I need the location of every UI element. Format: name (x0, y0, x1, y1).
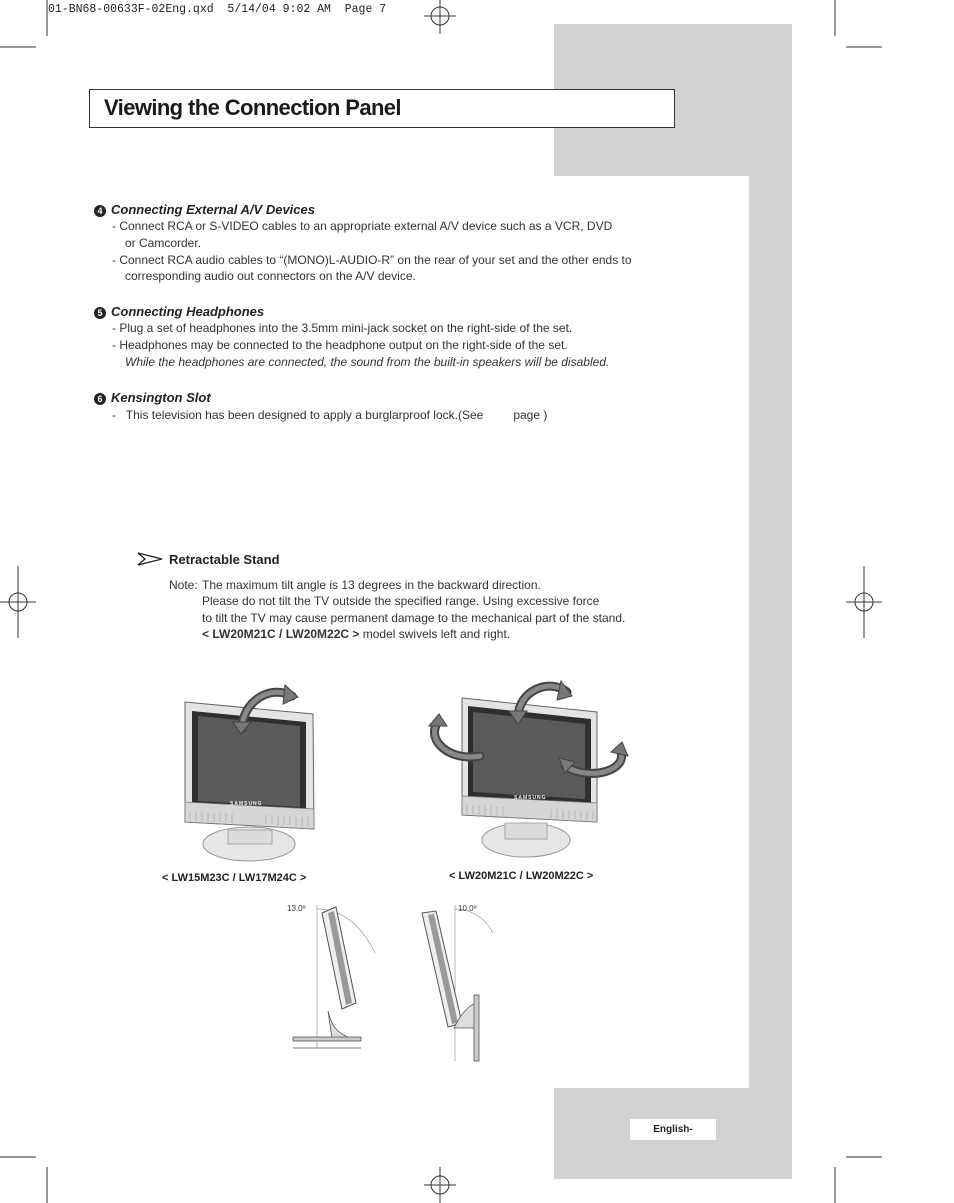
tilt-angle-left: 13.0º (287, 904, 306, 913)
tilt-diagram-right (410, 903, 500, 1063)
page-title: Viewing the Connection Panel (104, 95, 401, 120)
brand-logo-left: SAMSUNG (230, 801, 263, 807)
note-line-4-rest: model swivels left and right. (359, 627, 511, 641)
section-heading-text: Connecting External A/V Devices (111, 202, 315, 217)
tilt-angle-right: 10.0º (458, 904, 477, 913)
note-line-3: to tilt the TV may cause permanent damage to the mechanical part of the stand. (202, 611, 626, 625)
section-number-badge: 5 (94, 307, 106, 319)
av-devices-line-3: - Connect RCA audio cables to “(MONO)L-AUDIO-R” on the rear of your set and the other ends to (112, 253, 632, 267)
note-arrow-icon (137, 552, 163, 566)
section-number-badge: 6 (94, 393, 106, 405)
note-line-4 (202, 626, 510, 643)
brand-logo-right: SAMSUNG (514, 795, 547, 801)
model-name: < LW20M21C / LW20M22C > (202, 627, 360, 641)
av-devices-line-1: - Connect RCA or S-VIDEO cables to an appropriate external A/V device such as a VCR, DVD (112, 219, 613, 233)
print-slug: 01-BN68-00633F-02Eng.qxd 5/14/04 9:02 AM Page 7 (48, 3, 387, 16)
note-prefix: Note: (169, 578, 198, 592)
left-model-caption: < LW15M23C / LW17M24C > (162, 872, 307, 884)
page-language-label: English- (630, 1119, 716, 1140)
note-line-1: The maximum tilt angle is 13 degrees in the backward direction. (202, 578, 541, 592)
headphones-line-3: While the headphones are connected, the sound from the built-in speakers will be disabled. (125, 355, 610, 369)
av-devices-line-2: or Camcorder. (125, 236, 202, 250)
note-line-2: Please do not tilt the TV outside the specified range. Using excessive force (202, 594, 600, 608)
right-model-caption: < LW20M21C / LW20M22C > (449, 870, 594, 882)
tv-illustration-right (425, 680, 625, 860)
section-number-badge: 4 (94, 205, 106, 217)
note-heading: Retractable Stand (169, 552, 280, 567)
section-heading-text: Kensington Slot (111, 390, 211, 405)
headphones-line-2: - Headphones may be connected to the headphone output on the right-side of the set. (112, 338, 568, 352)
section-heading-text: Connecting Headphones (111, 304, 265, 319)
av-devices-line-4: corresponding audio out connectors on the A/V device. (125, 269, 416, 283)
section-heading-headphones (94, 304, 264, 319)
section-heading-av-devices (94, 202, 315, 217)
section-heading-kensington (94, 390, 211, 405)
headphones-line-1: - Plug a set of headphones into the 3.5mm mini-jack socket on the right-side of the set. (112, 321, 573, 335)
tilt-diagram-left (280, 903, 380, 1053)
tv-illustration-left (180, 684, 340, 864)
kensington-line-1: - This television has been designed to apply a burglarproof lock.(See page ) (112, 408, 548, 422)
